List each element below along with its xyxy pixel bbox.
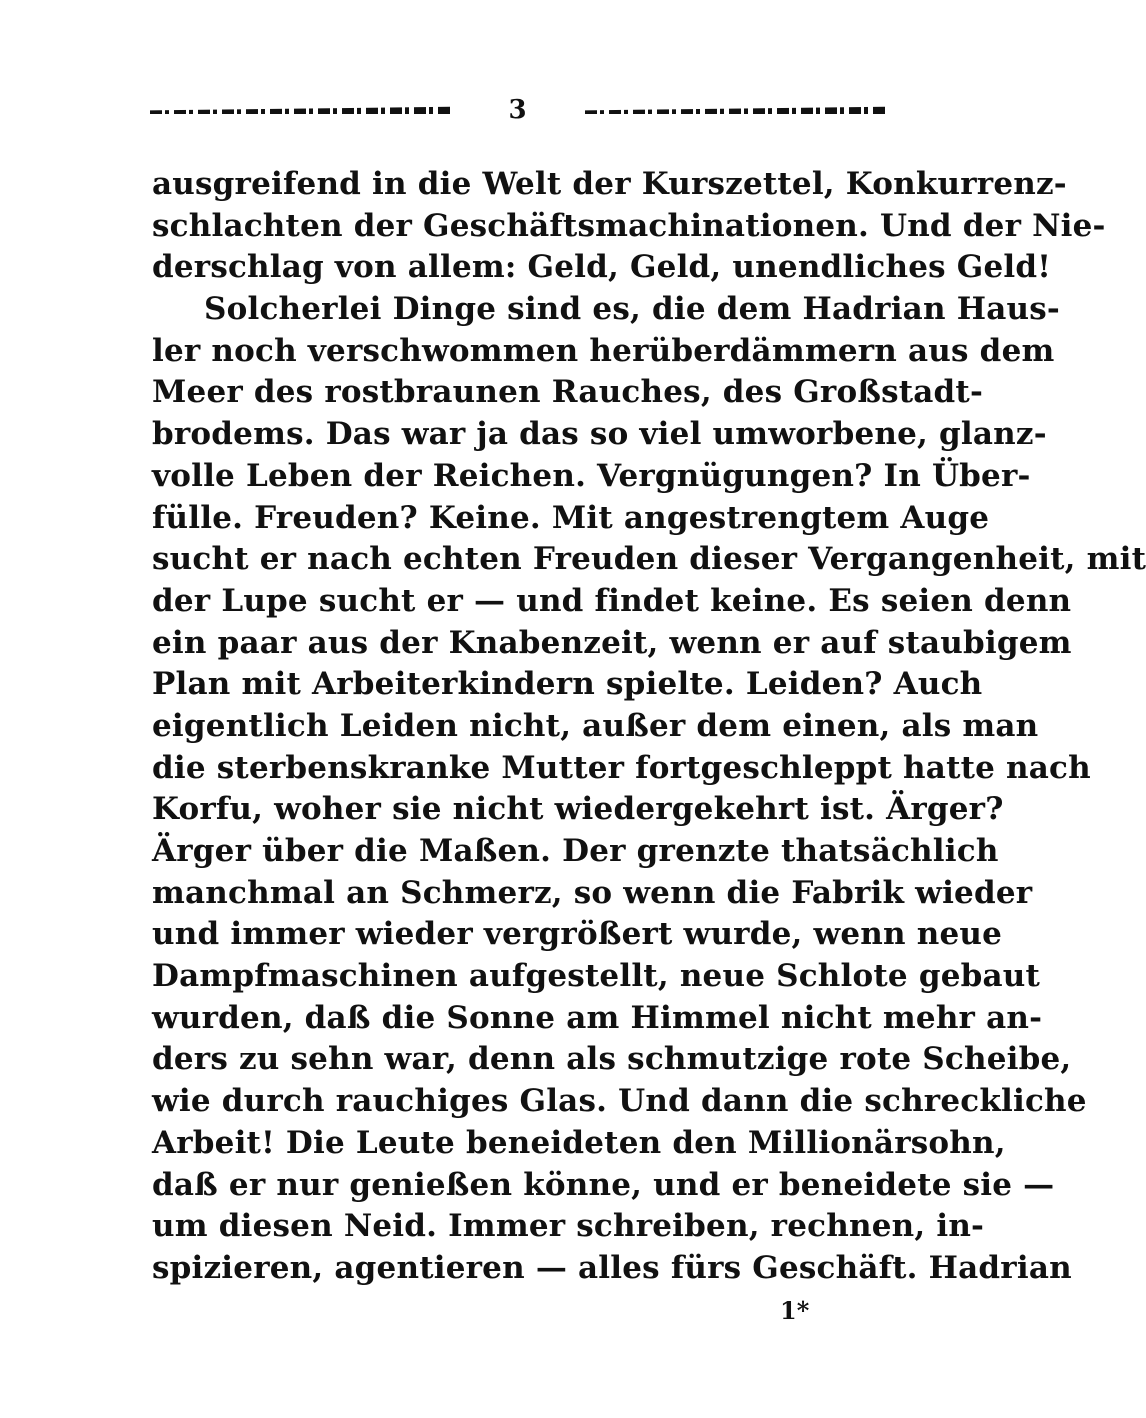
text-line: Dampfmaschinen aufgestellt, neue Schlote gebaut [152,958,1041,995]
text-line: ler noch verschwommen herüberdämmern aus dem [152,332,1055,369]
text-line: Plan mit Arbeiterkindern spielte. Leiden? Auch [152,666,983,703]
text-line: derschlag von allem: Geld, Geld, unendliches Geld! [152,249,1052,286]
text-line: schlachten der Geschäftsmachinationen. Und der Nie- [152,207,1106,244]
body-text [152,164,1146,1290]
text-line: um diesen Neid. Immer schreiben, rechnen, in- [152,1208,985,1245]
text-line: ders zu sehn war, denn als schmutzige rote Scheibe, [152,1041,1072,1078]
text-line: Korfu, woher sie nicht wiedergekehrt ist. Ärger? [152,791,1004,828]
page-number: 3 [508,95,527,125]
text-line: manchmal an Schmerz, so wenn die Fabrik wieder [152,874,1033,911]
signature-mark: 1* [780,1296,810,1325]
text-line: eigentlich Leiden nicht, außer dem einen, als man [152,707,1039,744]
text-line: ausgreifend in die Welt der Kurszettel, Konkurrenz- [152,166,1067,202]
text-line: der Lupe sucht er — und findet keine. Es seien denn [152,582,1072,619]
text-line: sucht er nach echten Freuden dieser Vergangenheit, mit [152,541,1146,578]
text-line: Meer des rostbraunen Rauches, des Großstadt- [152,374,984,411]
text-line: Ärger über die Maßen. Der grenzte thatsächlich [152,833,999,869]
text-line: wurden, daß die Sonne am Himmel nicht mehr an- [152,999,1043,1036]
text-line: Solcherlei Dinge sind es, die dem Hadrian Haus- [204,291,1060,328]
text-line: volle Leben der Reichen. Vergnügungen? In Über- [152,457,1031,494]
text-line: Arbeit! Die Leute beneideten den Millionärsohn, [152,1124,1006,1161]
text-line: die sterbenskranke Mutter fortgeschleppt hatte nach [152,749,1091,786]
text-line: spizieren, agentieren — alles fürs Geschäft. Hadrian [152,1249,1072,1286]
text-line: und immer wieder vergrößert wurde, wenn neue [152,916,1003,953]
text-line: ein paar aus der Knabenzeit, wenn er auf staubigem [152,624,1072,661]
page-header [150,88,885,132]
text-line: brodems. Das war ja das so viel umworbene, glanz- [152,416,1047,453]
text-line: fülle. Freuden? Keine. Mit angestrengtem Auge [152,499,990,536]
text-line: wie durch rauchiges Glas. Und dann die schreckliche [152,1083,1087,1120]
text-line: daß er nur genießen könne, und er beneidete sie — [152,1166,1055,1203]
